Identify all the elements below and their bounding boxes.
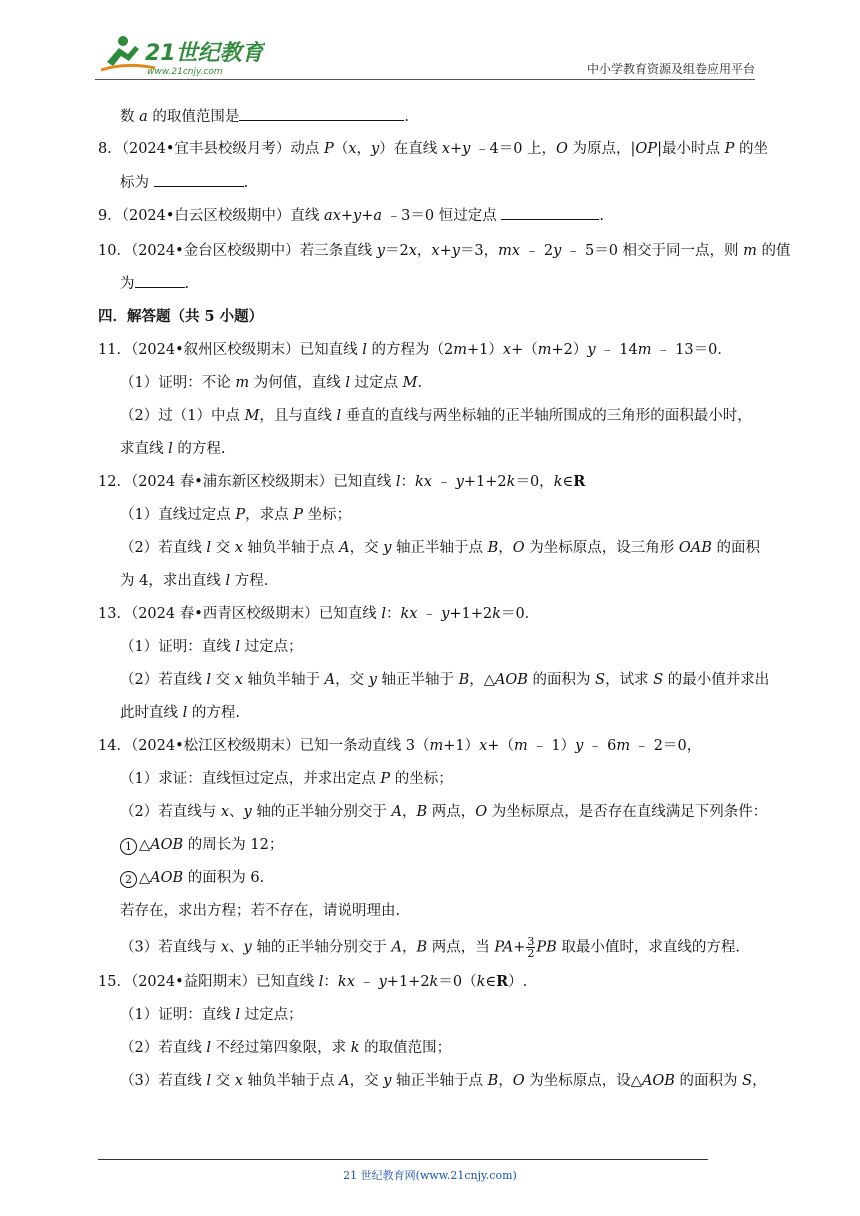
question-12-part2: （2）若直线 l 交 x 轴负半轴于点 A，交 y 轴正半轴于点 B，O 为坐标原点，设三角形 OAB 的面积 [120,540,761,556]
answer-blank [239,106,404,121]
question-14-part3: （3）若直线与 x、y 轴的正半轴分别交于 A，B 两点，当 PA+ $\frac{3}{2}$ PB 取最小值时，求直线的方程. [120,935,741,960]
question-15-part3: （3）若直线 l 交 x 轴负半轴于点 A，交 y 轴正半轴于点 B，O 为坐标原点，设△AOB 的面积为 S， [120,1073,767,1089]
question-11-part1: （1）证明：不论 m 为何值，直线 l 过定点 M. [120,375,423,391]
circled-number: 2 [120,871,137,888]
question-14: 14．（2024•松江区校级期末）已知一条动直线 3（m+1）x+（m ﹣ 1）y ﹣ 6m ﹣ 2＝0， [98,738,702,754]
question-11-part2: （2）过（1）中点 M，且与直线 l 垂直的直线与两坐标轴的正半轴所围成的三角形的面积最小时， [120,408,752,424]
question-11-part2-cont: 求直线 l 的方程. [120,441,226,457]
question-13: 13．（2024 春•西青区校级期末）已知直线 l：kx ﹣ y+1+2k＝0． [98,606,540,622]
header-divider [95,79,755,80]
question-12-part2-cont: 为 4，求出直线 l 方程. [120,573,269,589]
question-14-condition-1: 1 △AOB 的周长为 12； [120,835,283,855]
answer-blank [135,273,185,288]
question-13-part2-cont: 此时直线 l 的方程. [120,705,240,721]
question-12-part1: （1）直线过定点 P，求点 P 坐标； [120,507,352,523]
section-heading: 四．解答题（共 5 小题） [98,308,264,325]
question-13-part2: （2）若直线 l 交 x 轴负半轴于 A，交 y 轴正半轴于 B，△AOB 的面积为 S，试求 S 的最小值并求出 [120,672,770,688]
page-header [95,32,755,80]
question-14-part1: （1）求证：直线恒过定点，并求出定点 P 的坐标； [120,771,453,787]
question-10: 10．（2024•金台区校级期中）若三条直线 y＝2x，x+y＝3，mx ﹣ 2y ﹣ 5＝0 相交于同一点，则 m 的值 [98,243,791,259]
question-9: 9．（2024•白云区校级期中）直线 ax+y+a ﹣3＝0 恒过定点 . [98,205,604,226]
q7-continuation: 数 a 的取值范围是 . [120,106,409,127]
question-15: 15．（2024•益阳期末）已知直线 l：kx ﹣ y+1+2k＝0（k∈R）. [98,973,528,990]
question-13-part1: （1）证明：直线 l 过定点； [120,639,303,655]
footer-link[interactable]: 21 世纪教育网(www.21cnjy.com) [343,1169,517,1182]
header-platform-text: 中小学教育资源及组卷应用平台 [586,62,755,76]
footer-divider [98,1159,708,1160]
answer-blank [501,205,599,220]
question-15-part1: （1）证明：直线 l 过定点； [120,1007,303,1023]
fraction: $\frac{3}{2}$ [527,935,535,960]
question-14-condition-note: 若存在，求出方程；若不存在，请说明理由. [120,903,401,919]
logo-text: 21世纪教育 [145,41,264,66]
logo-url: www.21cnjy.com [147,67,223,77]
question-12: 12．（2024 春•浦东新区校级期末）已知直线 l：kx ﹣ y+1+2k＝0，k∈R [98,473,586,490]
site-logo [95,32,265,78]
question-11: 11．（2024•叙州区校级期末）已知直线 l 的方程为（2m+1）x+（m+2）y ﹣ 14m ﹣ 13＝0． [98,342,732,358]
question-14-part2: （2）若直线与 x、y 轴的正半轴分别交于 A，B 两点，O 为坐标原点，是否存在直线满足下列条件： [120,804,768,820]
circled-number: 1 [120,838,137,855]
question-14-condition-2: 2 △AOB 的面积为 6. [120,868,264,888]
question-8: 8．（2024•宜丰县校级月考）动点 P（x，y）在直线 x+y ﹣4＝0 上，O 为原点，|OP|最小时点 P 的坐 [98,141,768,157]
question-15-part2: （2）若直线 l 不经过第四象限，求 k 的取值范围； [120,1040,452,1056]
question-8-cont: 标为 . [120,172,248,193]
answer-blank [154,172,244,187]
question-10-cont: 为 . [120,273,189,294]
